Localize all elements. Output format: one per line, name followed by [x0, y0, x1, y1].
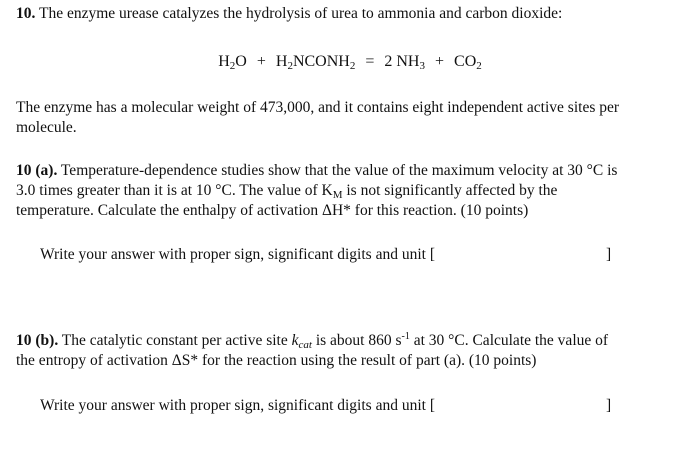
part-b-line-2: the entropy of activation ΔS* for the reaction using the result of part (a). (10 points) [16, 352, 537, 369]
per-second-superscript: -1 [401, 331, 410, 342]
reaction-equation [0, 51, 700, 73]
product-ammonia: 2 $NH_3$ [384, 53, 425, 72]
part-b-answer-bracket-close: ] [606, 397, 612, 414]
kcat-symbol [292, 332, 312, 349]
km-subscript: M [332, 189, 343, 201]
question-intro-text: The enzyme urease catalyzes the hydrolysis of urea to ammonia and carbon dioxide: [35, 5, 563, 22]
part-a-number: 10 (a). [16, 162, 58, 179]
part-b-number: 10 (b). [16, 332, 59, 349]
product-co2: $CO_2$ [454, 53, 482, 72]
kcat-k: k [291, 332, 299, 349]
question-10-intro [16, 4, 562, 24]
part-b-line-1 [16, 331, 608, 351]
reactant-urea: $H_2NCONH_2$ [275, 53, 356, 72]
part-a-answer-prompt: Write your answer with proper sign, significant digits and unit [ [40, 246, 435, 263]
part-a-text-2a: 3.0 times greater than it is at 10 °C. The value of K [16, 182, 333, 199]
question-number: 10. [16, 5, 36, 22]
part-a-answer-bracket-close: ] [606, 246, 612, 263]
part-a-text-1: Temperature-dependence studies show that the value of the maximum velocity at 30 °C is [57, 162, 618, 179]
kcat-subscript: cat [298, 339, 312, 351]
part-a-line-3: temperature. Calculate the enthalpy of activation ΔH* for this reaction. (10 points) [16, 202, 529, 219]
equals-sign: = [365, 53, 375, 70]
plus-sign-2: + [434, 53, 445, 70]
part-b-text-1b: is about 860 s [311, 332, 402, 349]
part-a-line-2 [16, 181, 557, 201]
enzyme-info-line-1: The enzyme has a molecular weight of 473,000, and it contains eight independent active sites per [16, 99, 620, 116]
part-b-text-1c: at 30 °C. Calculate the value of [409, 332, 609, 349]
part-b-answer-prompt: Write your answer with proper sign, significant digits and unit [ [40, 397, 435, 414]
part-b-text-1a: The catalytic constant per active site [58, 332, 292, 349]
plus-sign: + [256, 53, 266, 70]
part-a-line-1 [16, 161, 617, 181]
reactant-water: $H_2O$ [218, 53, 247, 72]
part-a-text-2b: is not significantly affected by the [342, 182, 558, 199]
enzyme-info-line-2: molecule. [16, 119, 77, 136]
